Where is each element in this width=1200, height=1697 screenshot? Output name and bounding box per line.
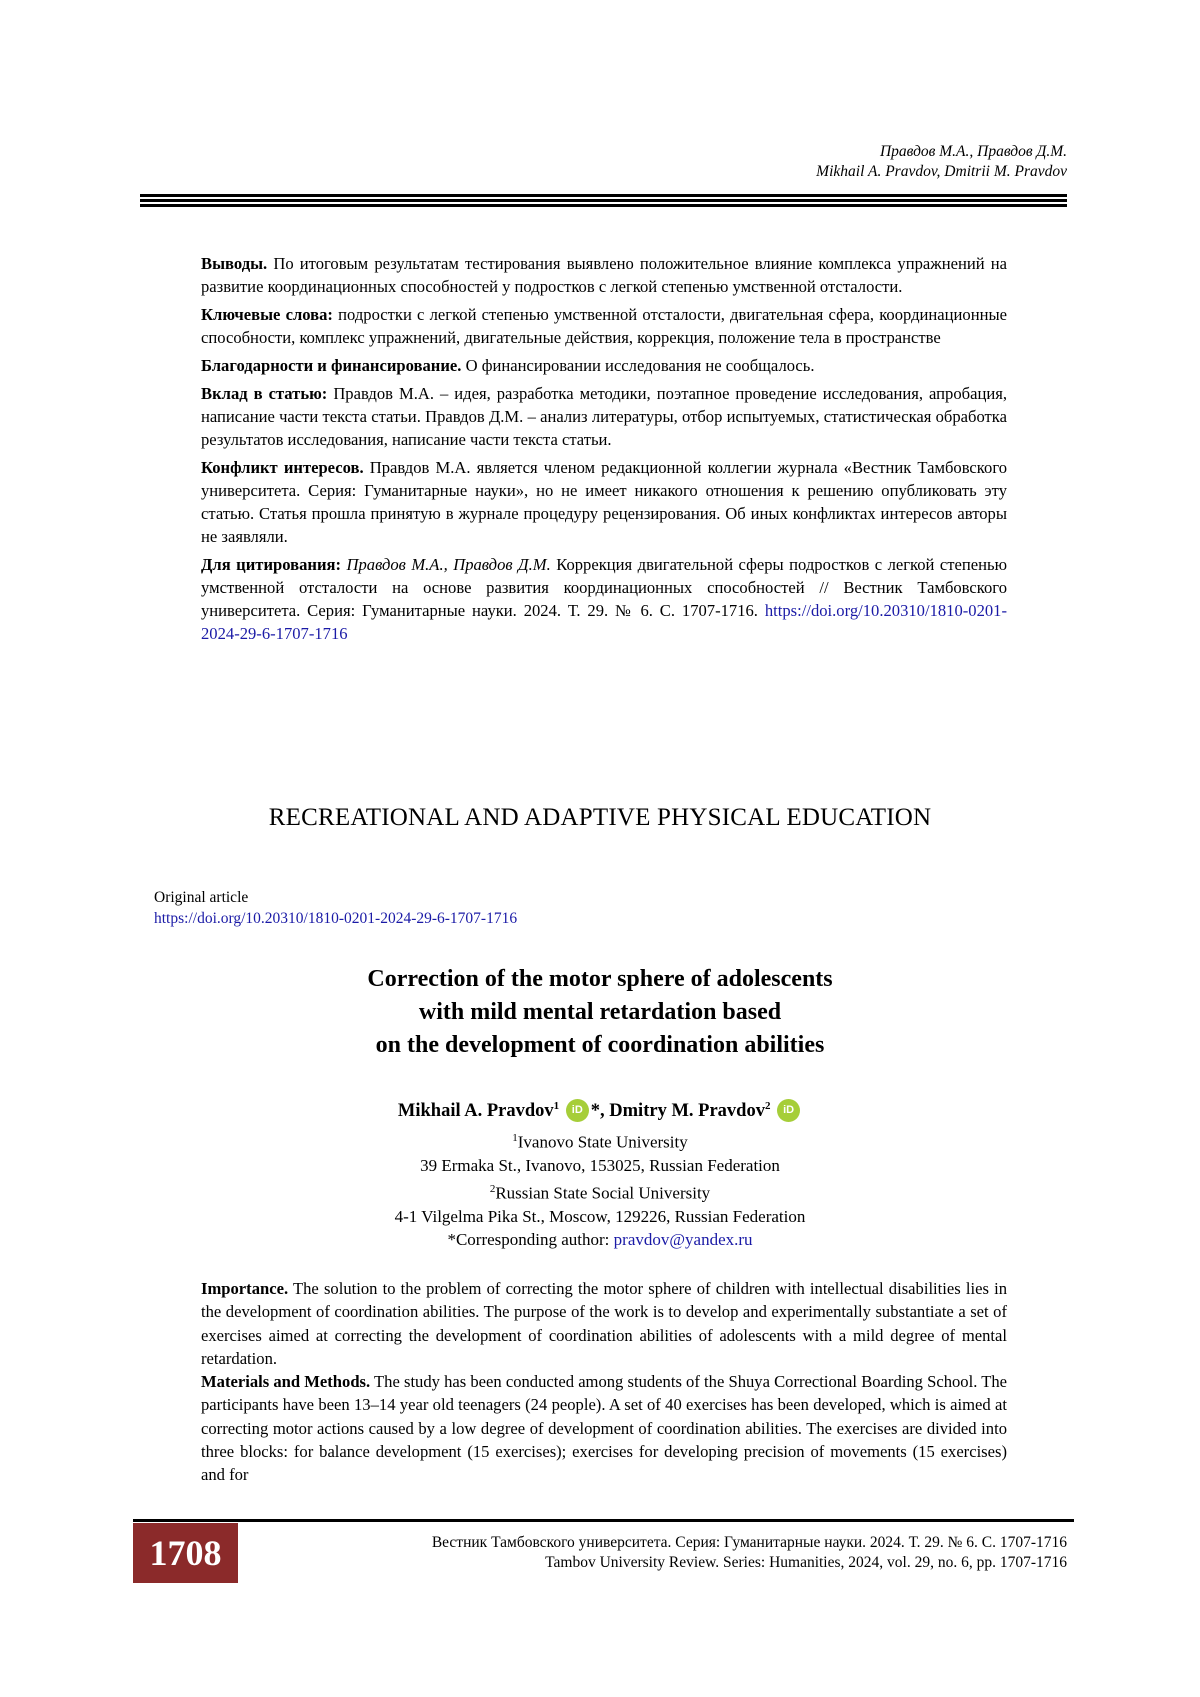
contribution-text: Правдов М.А. – идея, разработка методики, поэтапное проведение исследования, апробация, написание части текста статьи. Правдов Д.М. – анализ литературы, отбор испытуемых, статистическая обработка результатов исследования, написание части текста статьи. [201, 384, 1007, 449]
methods-text: The study has been conducted among students of the Shuya Correctional Boarding School. The participants have been 13–14 year old teenagers (24 people). A set of 40 exercises has been developed, which is aimed at correcting motor actions caused by a low degree of development of coordination abilities. The exercises are divided into three blocks: for balance development (15 exercises); exercises for developing precision of movements (15 exercises) and for [201, 1372, 1007, 1485]
affiliation-2-address: 4-1 Vilgelma Pika St., Moscow, 129226, Russian Federation [394, 1206, 806, 1226]
article-title [0, 963, 1200, 1062]
citation-label: Для цитирования: [201, 555, 342, 574]
citation-text: Коррекция двигательной сферы подростков с легкой степенью умственной отсталости на основе развития координационных способностей // Вестник Тамбовского университета. Серия: Гуманитарные науки. 2024. Т. 29. № 6. С. 1707-1716. [201, 555, 1007, 620]
citation-paragraph [201, 553, 1007, 645]
importance-text: The solution to the problem of correcting the motor sphere of children with intellectual disabilities lies in the development of coordination abilities. The purpose of the work is to develop and experimentally substantiate a set of exercises aimed at correcting the development of coordination abilities of adolescents with a mild degree of mental retardation. [201, 1279, 1007, 1368]
author-1-affil-mark: 1 [553, 1099, 560, 1112]
article-doi [154, 908, 517, 929]
running-head-ru: Правдов М.А., Правдов Д.М. [879, 143, 1067, 160]
author-1-name: Mikhail A. Pravdov [397, 1101, 554, 1121]
article-doi-link[interactable]: https://doi.org/10.20310/1810-0201-2024-29-6-1707-1716 [154, 910, 518, 927]
conflict-label: Конфликт интересов. [201, 458, 364, 477]
author-2-name: Dmitry M. Pravdov [609, 1101, 765, 1121]
citation-doi-link[interactable]: https://doi.org/10.20310/1810-0201-2024-29-6-1707-1716 [201, 601, 1007, 643]
conflict-paragraph [201, 456, 1007, 548]
author-2-affil-mark: 2 [764, 1099, 771, 1112]
affiliation-1-address: 39 Ermaka St., Ivanovo, 153025, Russian Federation [420, 1156, 780, 1176]
affiliation-2-name: $^2$Russian State Social University [489, 1182, 711, 1203]
funding-text: О финансировании исследования не сообщалось. [465, 356, 815, 375]
methods-paragraph [201, 1370, 1007, 1486]
contribution-label: Вклад в статью: [201, 384, 328, 403]
footer-journal-ru: Вестник Тамбовского университета. Серия: Гуманитарные науки. 2024. Т. 29. № 6. С. 1707-1716 [431, 1534, 1067, 1551]
methods-label: Materials and Methods. [201, 1372, 371, 1392]
conclusions-text: По итоговым результатам тестирования выявлено положительное влияние комплекса упражнений на развитие координационных способностей у подростков с легкой степенью умственной отсталости. [201, 254, 1007, 296]
title-line-3: on the development of coordination abilities [375, 1032, 825, 1058]
conflict-text: Правдов М.А. является членом редакционной коллегии журнала «Вестник Тамбовского университета. Серия: Гуманитарные науки», но не имеет никакого отношения к решению опубликовать эту статью. Статья прошла принятую в журнале процедуру рецензирования. Об иных конфликтах интересов авторы не заявляли. [201, 458, 1008, 546]
affiliations [0, 1127, 1200, 1252]
importance-paragraph [201, 1277, 1007, 1370]
funding-label: Благодарности и финансирование. [201, 356, 462, 375]
footer-rule [133, 1519, 1074, 1522]
conclusions-label: Выводы. [201, 254, 268, 273]
footer-journal [432, 1533, 1067, 1572]
russian-metadata-block [201, 252, 1007, 650]
section-title: RECREATIONAL AND ADAPTIVE PHYSICAL EDUCATION [268, 804, 932, 831]
english-abstract [201, 1277, 1007, 1487]
corresponding-email-link[interactable]: pravdov@yandex.ru [613, 1230, 753, 1250]
contribution-paragraph [201, 382, 1007, 451]
corresponding-author [0, 1228, 1200, 1252]
article-type: Original article [154, 889, 249, 906]
orcid-icon[interactable]: iD [566, 1099, 589, 1122]
orcid-icon[interactable]: iD [777, 1099, 800, 1122]
running-head-en: Mikhail A. Pravdov, Dmitrii M. Pravdov [816, 163, 1067, 180]
page-number: 1708 [133, 1523, 238, 1583]
corresponding-label: *Corresponding author: [447, 1230, 610, 1250]
funding-paragraph [201, 354, 1007, 377]
title-line-1: Correction of the motor sphere of adolescents [367, 966, 833, 992]
footer-journal-en: Tambov University Review. Series: Humanities, 2024, vol. 29, no. 6, pp. 1707-1716 [545, 1553, 1067, 1571]
conclusions-paragraph [201, 252, 1007, 298]
citation-authors: Правдов М.А., Правдов Д.М. [346, 555, 551, 574]
corresponding-mark: *, [590, 1101, 605, 1121]
authors-line [0, 1099, 1200, 1122]
keywords-text: подростки с легкой степенью умственной отсталости, двигательная сфера, координационные способности, комплекс упражнений, двигательные действия, коррекция, положение тела в пространстве [201, 305, 1007, 347]
importance-label: Importance. [201, 1279, 289, 1298]
running-head [816, 142, 1067, 182]
header-rule [140, 194, 1067, 209]
title-line-2: with mild mental retardation based [418, 999, 782, 1025]
keywords-label: Ключевые слова: [201, 305, 333, 324]
keywords-paragraph [201, 303, 1007, 349]
affiliation-1-name: $^1$Ivanovo State University [512, 1132, 688, 1152]
